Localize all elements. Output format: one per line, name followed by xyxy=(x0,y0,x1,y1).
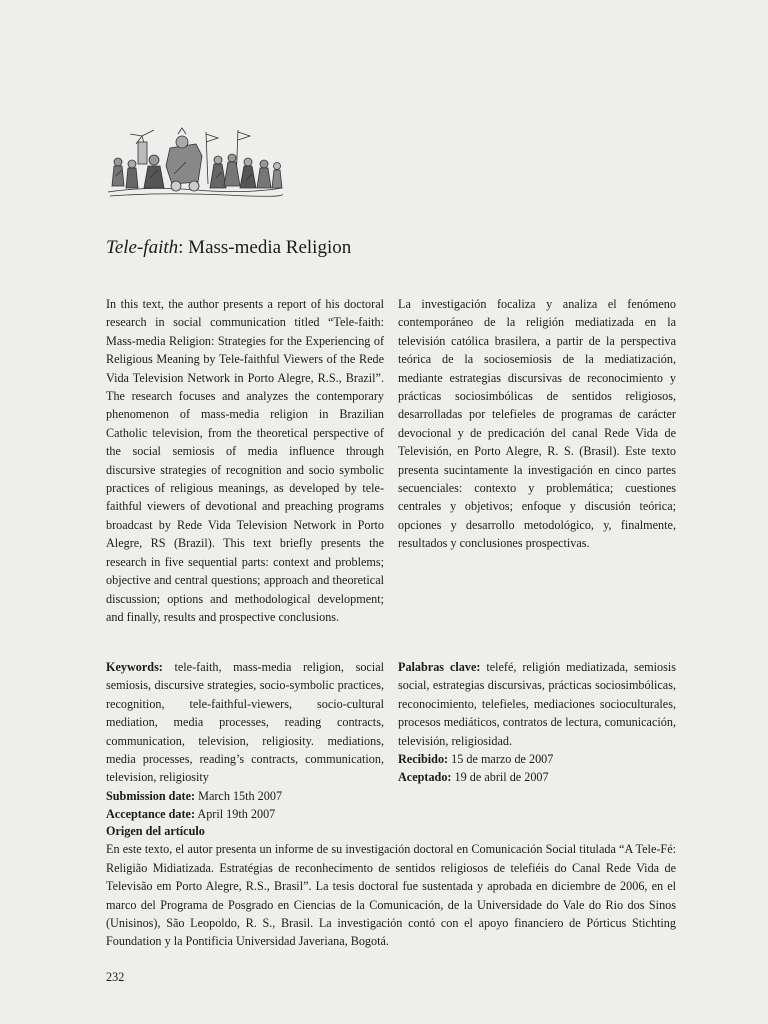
procession-illustration xyxy=(106,126,284,198)
keywords-spanish-block xyxy=(398,658,676,787)
received-value: 15 de marzo de 2007 xyxy=(448,752,554,767)
origin-heading: Origen del artículo xyxy=(106,824,205,838)
abstract-spanish: La investigación focaliza y analiza el fenómeno contemporáneo de la religión mediatizada en la televisión católica brasilera, a partir de la perspectiva teórica de la sociosemiosis de la mediatización, mediante estrategias discursivas de reconocimiento y prácticas sociosimbólicas de sentidos religiosos, desarrolladas por telefieles de programas de carácter devocional y de predicación del canal Rede Vida de Televisión, en Porto Alegre, R. S. (Brasil). Este texto presenta sucintamente la investigación en cinco partes secuenciales: contexto y problemática; cuestiones centrales y objetivos; enfoque y discusión teórica; opciones y desarrollo metodológico, y, finalmente, resultados y conclusiones prospectivas. xyxy=(398,297,676,551)
accepted-label: Aceptado: xyxy=(398,770,452,785)
accepted-date xyxy=(398,768,676,786)
acceptance-date xyxy=(106,805,384,823)
keywords-spanish xyxy=(398,658,676,750)
keywords-english-block xyxy=(106,658,384,824)
title-rest: : Mass-media Religion xyxy=(178,237,352,258)
page-number: 232 xyxy=(106,970,125,984)
title-italic: Tele-faith xyxy=(106,237,179,258)
received-date xyxy=(398,750,676,768)
submission-label: Submission date: xyxy=(106,788,196,803)
accepted-value: 19 de abril de 2007 xyxy=(451,770,549,785)
keywords-label: Keywords: xyxy=(106,660,163,674)
origin-body: En este texto, el autor presenta un informe de su investigación doctoral en Comunicación Social titulada “A Tele-Fé: Religião Midiatizada. Estratégias de reconhecimento de sentidos religiosos de telefiéis do Canal Rede Vida de Televisão em Porto Alegre, R.S., Brasil”. La tesis doctoral fue sustentada y aprobada en diciembre de 2006, en el marco del Programa de Posgrado en Ciencias de la Comunicación, de la Universidade do Vale do Rio dos Sinos (Unisinos), São Leopoldo, R. S., Brasil. La investigación contó con el apoyo financiero de Pórticus Stichting Foundation y la Pontificia Universidad Javeriana, Bogotá. xyxy=(106,842,676,949)
received-label: Recibido: xyxy=(398,752,449,767)
article-title xyxy=(106,235,351,261)
keywords-english xyxy=(106,658,384,787)
keywords-text: tele-faith, mass-media religion, social semiosis, discursive strategies, socio-symbolic practices, recognition, tele-faithful-viewers, socio-cultural mediation, media processes, reading contracts, communication, television, religiosity. mediations, media processes, reading’s contracts, communication, television, religiosity xyxy=(106,660,384,785)
article-origin xyxy=(106,822,676,951)
submission-value: March 15th 2007 xyxy=(195,788,283,803)
acceptance-value: April 19th 2007 xyxy=(195,807,276,822)
abstract-english: In this text, the author presents a report of his doctoral research in social communication titled “Tele-faith: Mass-media Religion: Strategies for the Experiencing of Religious Meaning by Tele-faithful Viewers of the Rede Vida Television Network in Porto Alegre, R.S., Brazil”. The research focuses and analyzes the contemporary phenomenon of mass-media religion in Brazilian Catholic television, from the theoretical perspective of the social semiosis of media influence through discursive strategies of recognition and socio symbolic practices of religious meanings, as developed by tele-faithful viewers of devotional and preaching programs broadcast by Rede Vida Television Network in Porto Alegre, RS (Brazil). This text briefly presents the research in five sequential parts: context and problems; objective and central questions; approach and theoretical discussion; options and methodological development; and finally, results and prospective conclusions. xyxy=(106,297,384,624)
palabras-clave-text: telefé, religión mediatizada, semiosis social, estrategias discursivas, prácticas sociosimbólicas, reconocimiento, telefieles, mediaciones socioculturales, procesos mediáticos, contratos de lectura, comunicación, televisión, religiosidad. xyxy=(398,660,677,748)
palabras-clave-label: Palabras clave: xyxy=(398,660,481,674)
acceptance-label: Acceptance date: xyxy=(106,807,196,822)
submission-date xyxy=(106,787,384,805)
